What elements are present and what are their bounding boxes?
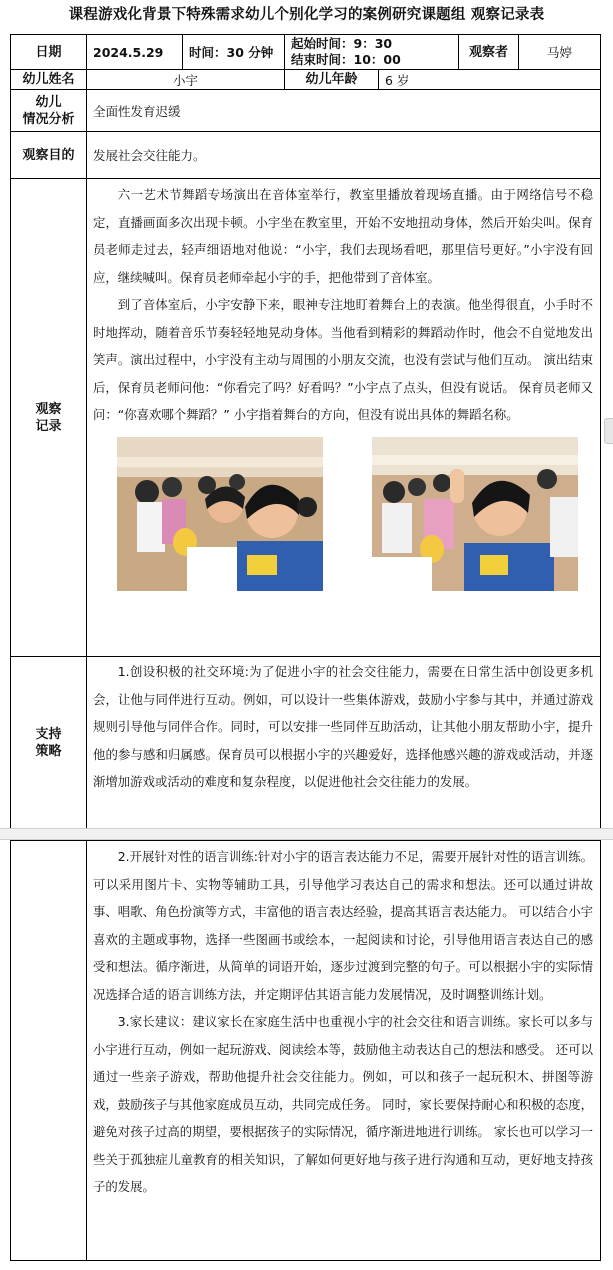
performance-photo-2 (372, 437, 578, 591)
purpose-label: 观察目的 (11, 132, 87, 179)
date-label: 日期 (11, 35, 87, 70)
strategy-label (11, 657, 87, 829)
page-break (0, 828, 613, 840)
continuation-content (87, 841, 601, 1261)
strategy-content (87, 657, 601, 829)
observation-table-continued (10, 840, 601, 1261)
strategy-label-line1: 支持 (35, 726, 62, 742)
record-content (87, 179, 601, 657)
start-time: 起始时间：9：30 (291, 36, 393, 51)
purpose-value: 发展社会交往能力。 (87, 132, 601, 179)
child-age-value: 6 岁 (379, 70, 601, 90)
end-time: 结束时间：10：00 (291, 52, 401, 67)
continuation-label-cell (11, 841, 87, 1261)
observer-label: 观察者 (459, 35, 519, 70)
observer-value: 马婷 (519, 35, 601, 70)
strategy-label-line2: 策略 (35, 743, 62, 759)
time-range (285, 35, 459, 70)
record-paragraph-1: 六一艺术节舞蹈专场演出在音体室举行，教室里播放着现场直播。由于网络信号不稳定，直播画面多次出现卡顿。小宇坐在教室里，开始不安地扭动身体，然后开始尖叫。保育员老师走过去，轻声细语地对他说：“小宇，我们去现场看吧，那里信号更好。”小宇没有回应，继续喊叫。保育员老师牵起小宇的手，把他带到了音体室。 (93, 187, 594, 285)
child-name-label: 幼儿姓名 (11, 70, 87, 90)
analysis-label-line1: 幼儿 (35, 94, 62, 110)
record-label-line1: 观察 (35, 401, 62, 417)
page-scroll-handle[interactable] (604, 418, 613, 444)
strategy-paragraph-2: 2.开展针对性的语言训练:针对小宇的语言表达能力不足，需要开展针对性的语言训练。可以采用图片卡、实物等辅助工具，引导他学习表达自己的需求和想法。还可以通过讲故事、唱歌、角色扮演等方式，丰富他的语言表达经验，提高其语言表达能力。 可以结合小宇喜欢的主题或事物，选择一些图画书或绘本，一起阅读和讨论，引导他用语言表达自己的感受和想法。循序渐进，从简单的词语开始，逐步过渡到完整的句子。可以根据小宇的实际情况选择合适的语言训练方法，并定期评估其语言能力发展情况，及时调整训练计划。 (93, 849, 593, 1002)
analysis-label-line2: 情况分析 (22, 111, 75, 127)
observation-table (10, 34, 601, 829)
analysis-value: 全面性发育迟缓 (87, 90, 601, 132)
analysis-label (11, 90, 87, 132)
strategy-paragraph-3: 3.家长建议：建议家长在家庭生活中也重视小宇的社会交往和语言训练。家长可以多与小宇进行互动，例如一起玩游戏、阅读绘本等，鼓励他主动表达自己的想法和感受。 还可以通过一些亲子游戏，帮助他提升社会交往能力。例如，可以和孩子一起玩积木、拼图等游戏，鼓励孩子与其他家庭成员互动，共同完成任务。 同时，家长要保持耐心和积极的态度，避免对孩子过高的期望，要根据孩子的实际情况，循序渐进地进行训练。 家长也可以学习一些关于孤独症儿童教育的相关知识，了解如何更好地与孩子进行沟通和互动，更好地支持孩子的发展。 (93, 1014, 593, 1194)
date-value: 2024.5.29 (87, 35, 183, 70)
child-name-value: 小宇 (87, 70, 285, 90)
strategy-paragraph-1: 1.创设积极的社交环境:为了促进小宇的社会交往能力，需要在日常生活中创设更多机会，让他与同伴进行互动。例如，可以设计一些集体游戏，鼓励小宇参与其中，并通过游戏规则引导他与同伴合作。同时，可以安排一些同伴互助活动，让其他小朋友帮助小宇，提升他的参与感和归属感。保育员可以根据小宇的兴趣爱好，选择他感兴趣的游戏或活动，并逐渐增加游戏或活动的难度和复杂程度，以促进他社会交往能力的发展。 (93, 664, 594, 789)
document-title: 课程游戏化背景下特殊需求幼儿个别化学习的案例研究课题组 观察记录表 (68, 7, 545, 23)
performance-photo-1 (117, 437, 323, 591)
child-age-label: 幼儿年龄 (285, 70, 379, 90)
record-paragraph-2: 到了音体室后，小宇安静下来，眼神专注地盯着舞台上的表演。他坐得很直，小手时不时地挥动，随着音乐节奏轻轻地晃动身体。当他看到精彩的舞蹈动作时，他会不自觉地发出笑声。演出过程中，小宇没有主动与周围的小朋友交流，也没有尝试与他们互动。 演出结束后，保育员老师问他：“你看完了吗？好看吗？”小宇点了点头，但没有说话。 保育员老师又问：“你喜欢哪个舞蹈？” 小宇指着舞台的方向，但没有说出具体的舞蹈名称。 (93, 297, 594, 422)
record-photos (87, 429, 600, 605)
duration-value: 时间：30 分钟 (183, 35, 285, 70)
record-label (11, 179, 87, 657)
record-label-line2: 记录 (35, 418, 62, 434)
